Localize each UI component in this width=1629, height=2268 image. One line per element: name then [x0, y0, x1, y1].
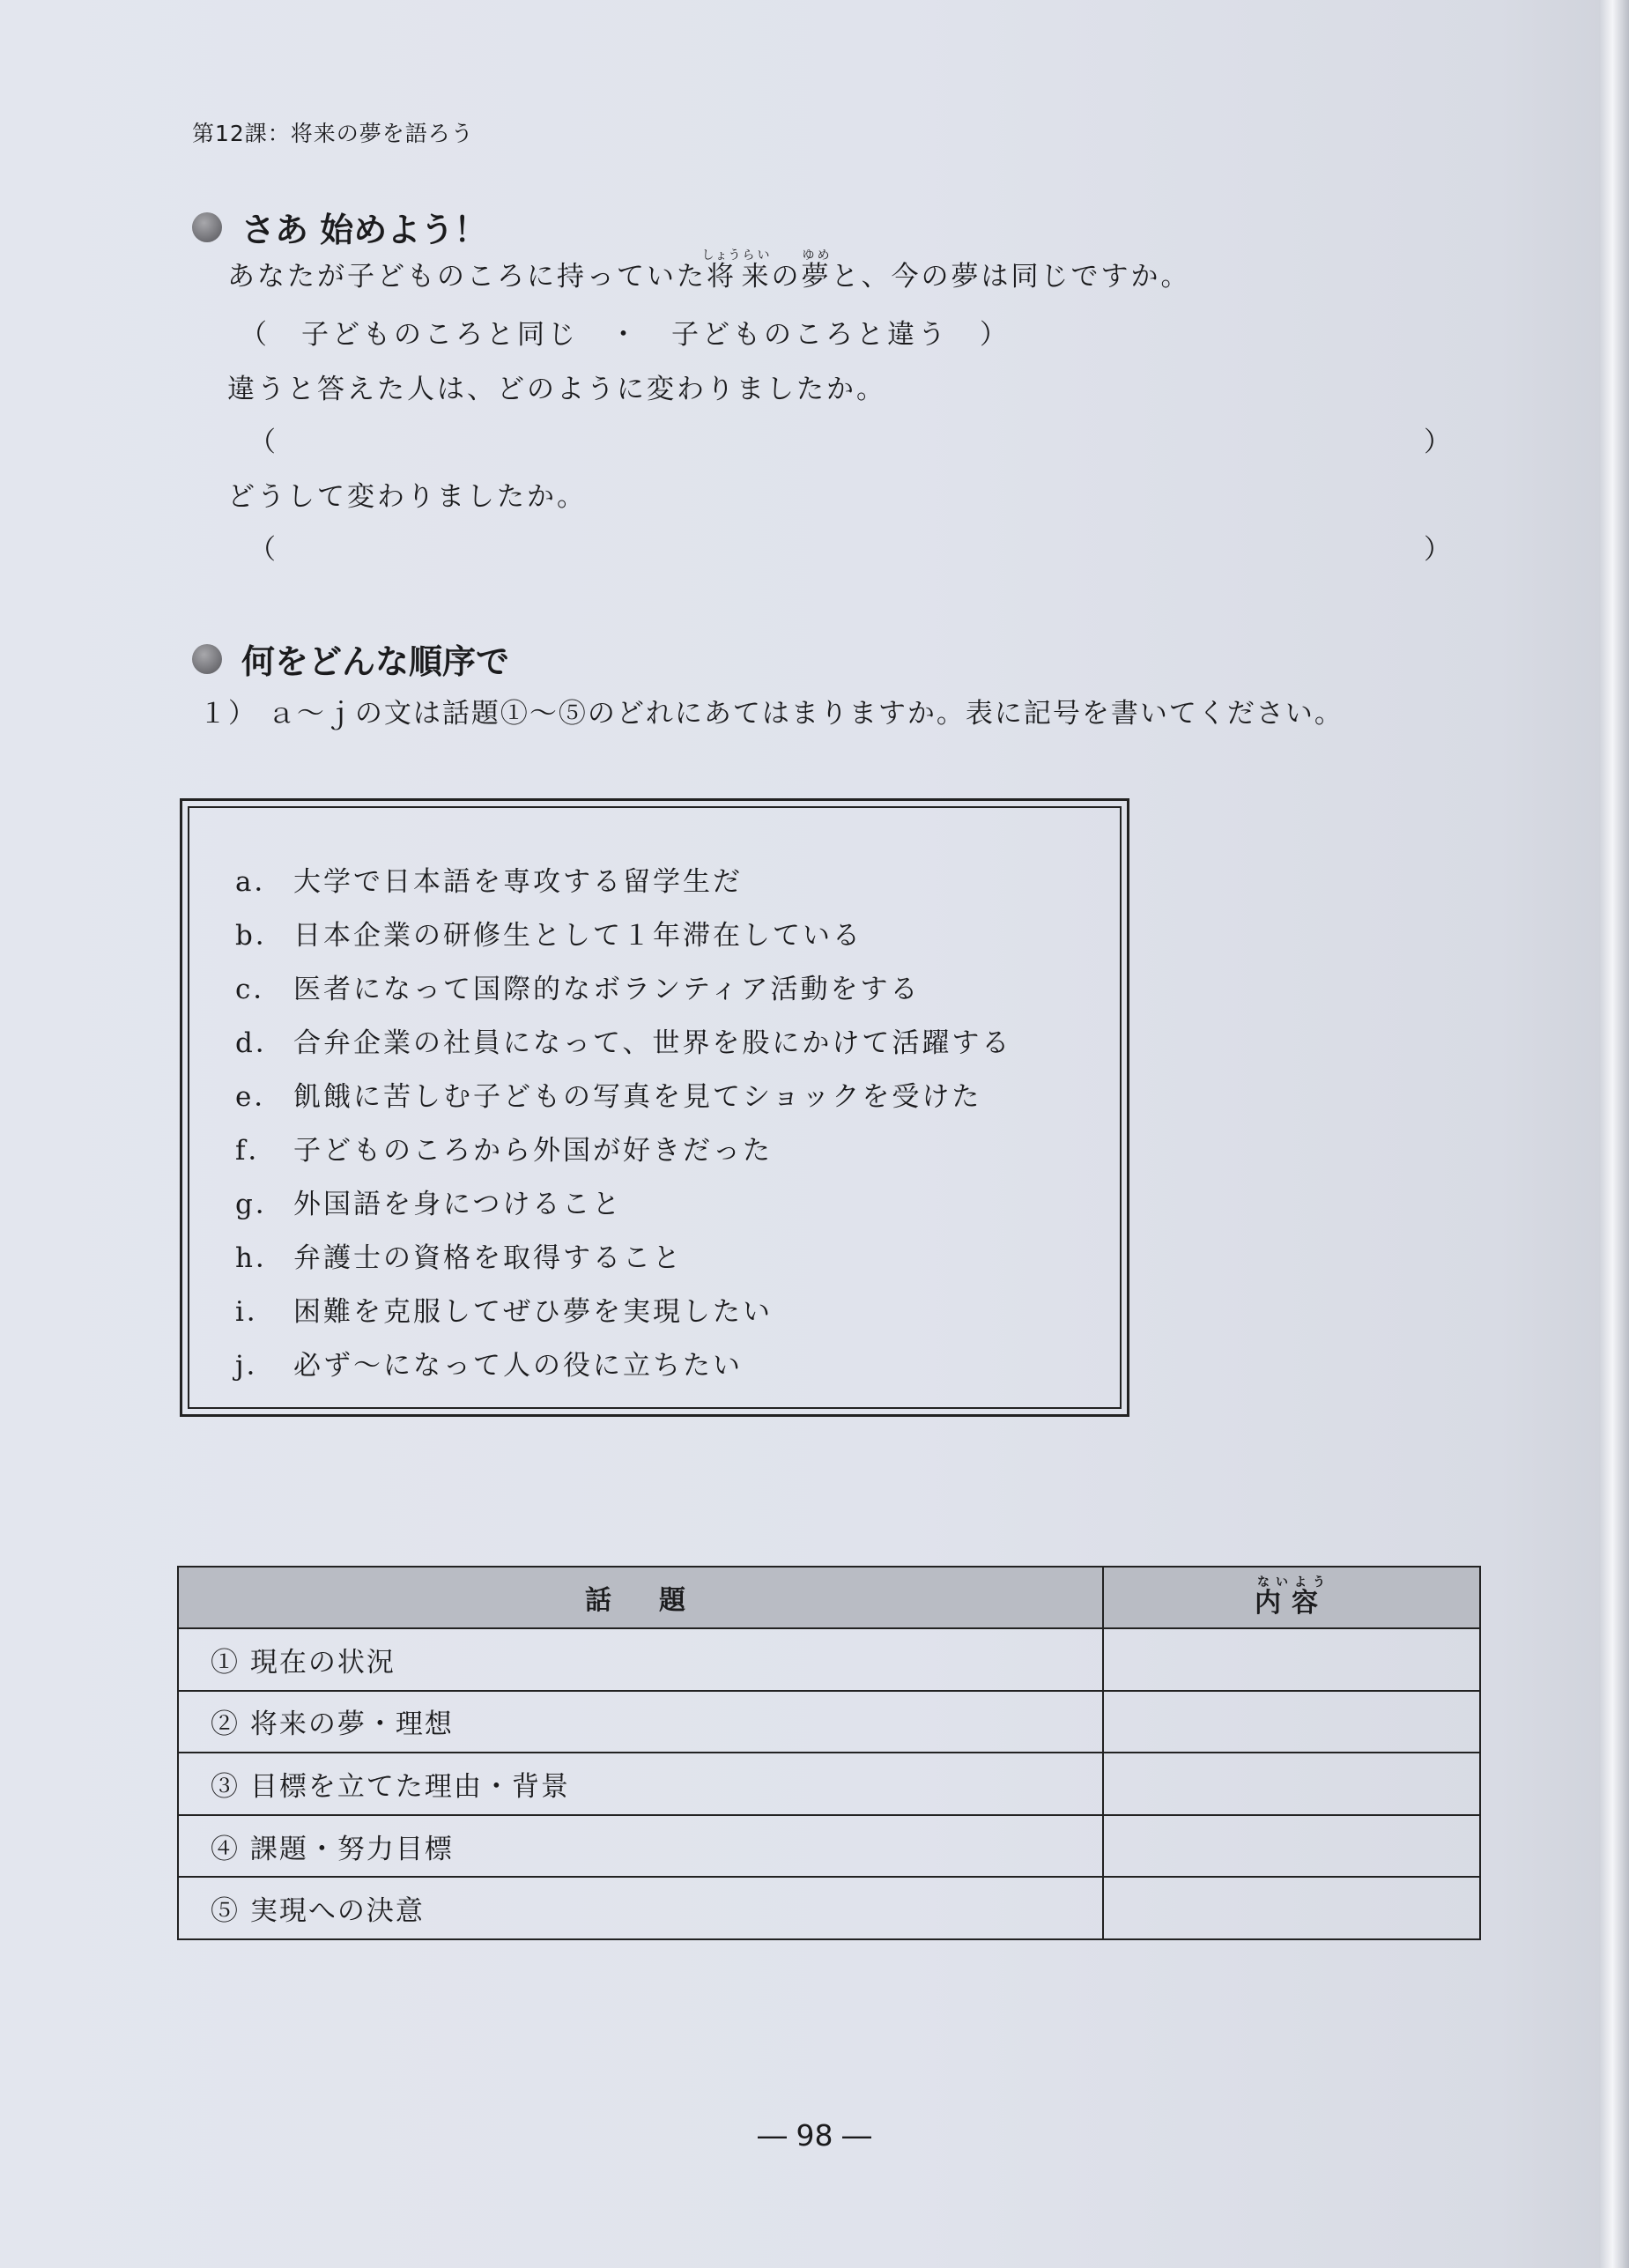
- topic-cell: ① 現在の状況: [178, 1628, 1103, 1691]
- question-1-part: と、今の夢は同じですか。: [831, 261, 1191, 293]
- topic-cell: ③ 目標を立てた理由・背景: [178, 1753, 1103, 1815]
- question-1-part: あなたが子どものころに持っていた: [227, 261, 707, 293]
- table-row: [178, 1628, 1480, 1691]
- content-cell[interactable]: [1103, 1753, 1480, 1815]
- paren-close: ）: [1424, 426, 1451, 458]
- sentence-list-box: [180, 798, 1129, 1417]
- table-row: [178, 1877, 1480, 1939]
- table-row: [178, 1815, 1480, 1878]
- section-title-start-text: さあ 始めよう！: [241, 211, 488, 249]
- table-row: [178, 1753, 1480, 1815]
- ruby-yume: 夢ゆめ: [801, 248, 832, 293]
- book-spine-edge: [1599, 0, 1629, 2268]
- ruby-rai: 来らい: [741, 248, 772, 293]
- content-cell[interactable]: [1103, 1628, 1480, 1691]
- topic-cell: ② 将来の夢・理想: [178, 1691, 1103, 1753]
- content-cell[interactable]: [1103, 1877, 1480, 1939]
- instruction: １） ａ～ｊの文は話題①～⑤のどれにあてはまりますか。表に記号を書いてください。: [199, 698, 1344, 730]
- section-title-start: [192, 203, 487, 251]
- topic-cell: ④ 課題・努力目標: [178, 1815, 1103, 1878]
- ruby-sho: 将しょう: [701, 248, 742, 293]
- question-1-part: の: [771, 261, 802, 293]
- section-title-order: [192, 634, 509, 683]
- topic-cell: ⑤ 実現への決意: [178, 1877, 1103, 1939]
- question-1: [227, 248, 1191, 293]
- bullet-icon: [192, 644, 222, 674]
- list-item: g． 外国語を身につけること: [235, 1189, 623, 1220]
- list-item: d． 合弁企業の社員になって、世界を股にかけて活躍する: [235, 1027, 1012, 1059]
- list-item: a． 大学で日本語を専攻する留学生だ: [235, 866, 743, 898]
- list-item: c． 医者になって国際的なボランティア活動をする: [235, 974, 921, 1005]
- list-item: h． 弁護士の資格を取得すること: [235, 1242, 683, 1274]
- paren-open: （: [248, 426, 276, 458]
- content-cell[interactable]: [1103, 1691, 1480, 1753]
- section-title-order-text: 何をどんな順序で: [241, 642, 510, 681]
- content-cell[interactable]: [1103, 1815, 1480, 1878]
- table-row: [178, 1691, 1480, 1753]
- page-number: ― 98 ―: [758, 2118, 871, 2153]
- choice-line: （ 子どものころと同じ ・ 子どものころと違う ）: [240, 319, 1011, 351]
- list-item: f． 子どものころから外国が好きだった: [235, 1135, 773, 1167]
- question-2: 違うと答えた人は、どのように変わりましたか。: [227, 374, 886, 405]
- paren-open: （: [248, 534, 276, 566]
- bullet-icon: [192, 212, 222, 242]
- question-3: どうして変わりましたか。: [227, 481, 587, 513]
- list-item: i． 困難を克服してぜひ夢を実現したい: [235, 1296, 773, 1328]
- lesson-header: 第12課：将来の夢を語ろう: [192, 121, 474, 146]
- topic-table: [177, 1566, 1481, 1940]
- answer-blank-2[interactable]: [248, 527, 1451, 567]
- answer-blank-1[interactable]: [248, 419, 1451, 459]
- list-item: b． 日本企業の研修生として１年滞在している: [235, 920, 863, 952]
- paren-close: ）: [1424, 534, 1451, 566]
- list-item: e． 飢餓に苦しむ子どもの写真を見てショックを受けた: [235, 1081, 982, 1113]
- list-item: j． 必ず～になって人の役に立ちたい: [235, 1350, 743, 1382]
- table-header-row: [178, 1567, 1480, 1628]
- header-content: 内容ないよう: [1103, 1567, 1480, 1628]
- header-topic: 話 題: [178, 1567, 1103, 1628]
